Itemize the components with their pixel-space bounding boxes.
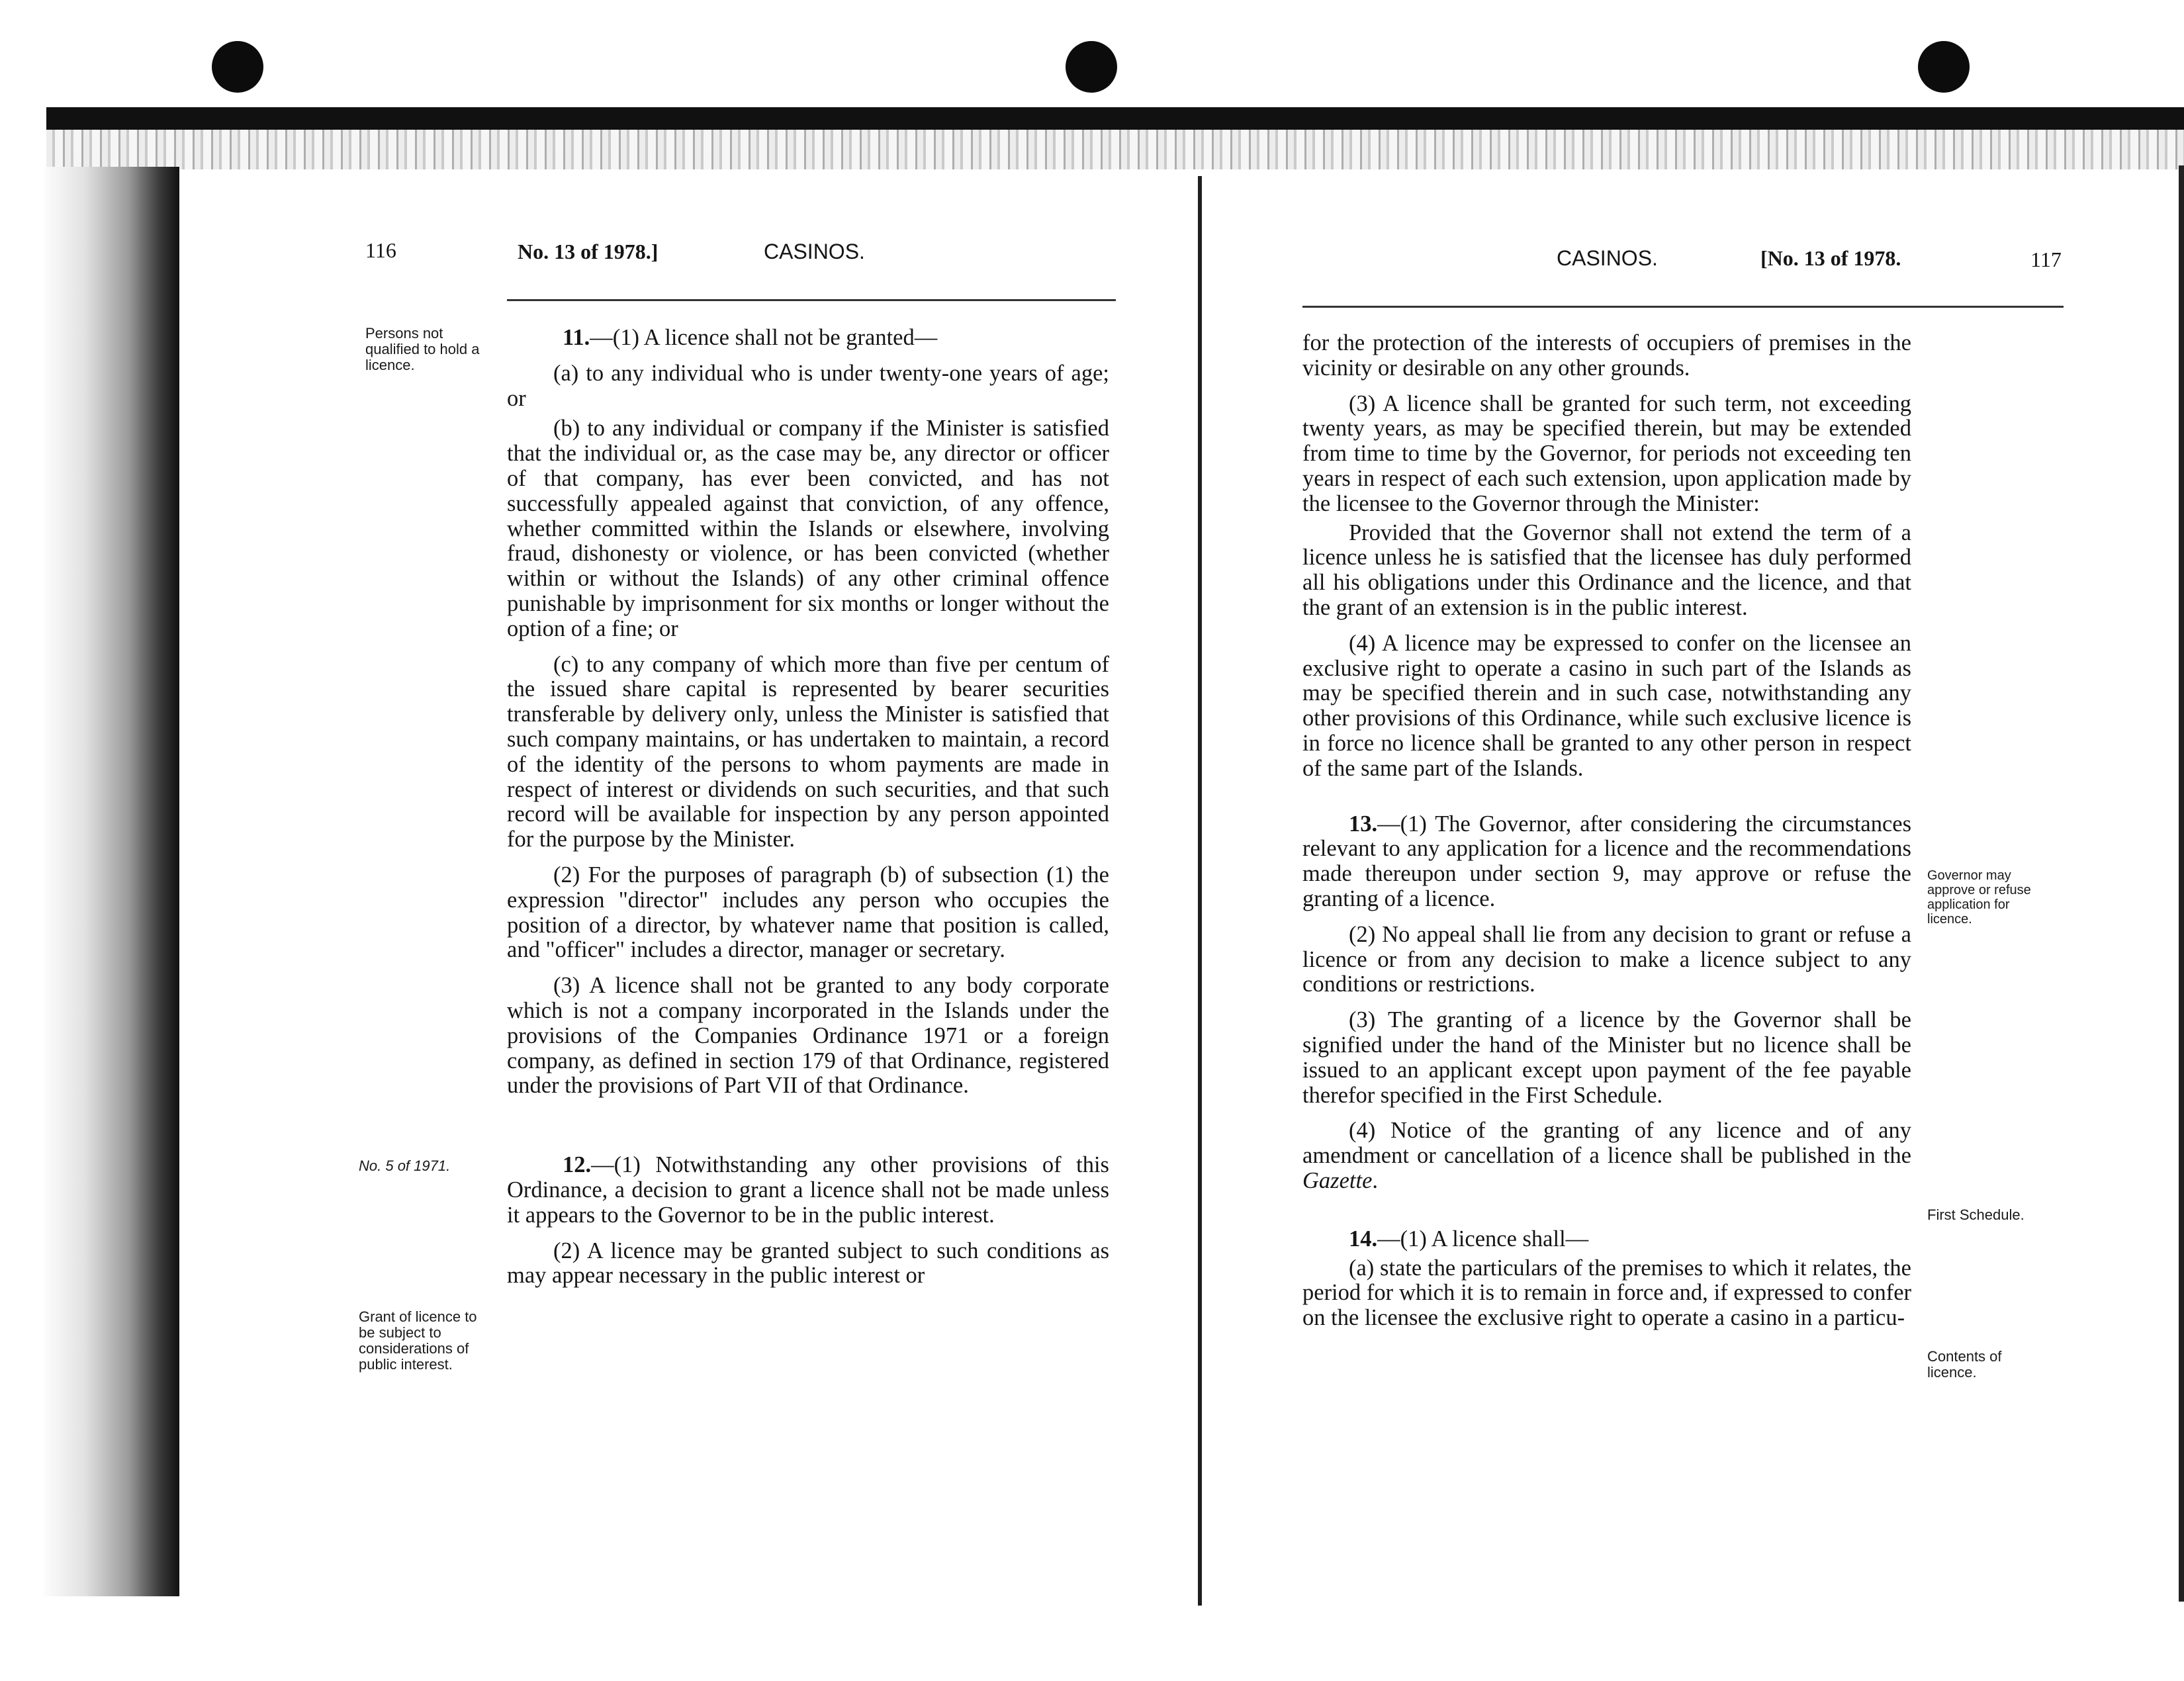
margin-note-no-5-of-1971: No. 5 of 1971. bbox=[359, 1158, 451, 1174]
section-11-a: (a) to any individual who is under twenty-one years of age; or bbox=[507, 360, 1109, 411]
section-11-b: (b) to any individual or company if the Minister is satisfied that the individual or, as the case may be, any director or officer of that company, has ever been convicted, and has not successfully appealed against that conviction, of any offence, whether committed within the Islands or elsewhere, involving fraud, dishonesty or violence, or has been convicted (whether within or without the Islands) of any other criminal offence punishable by imprisonment for six months or longer without the option of a fine; or bbox=[507, 416, 1109, 641]
margin-note-governor-may-approve: Governor may approve or refuse application for licence. bbox=[1927, 868, 2031, 927]
section-14-1 bbox=[1302, 1227, 1911, 1252]
scan-right-edge bbox=[2179, 165, 2184, 1602]
right-header-title: CASINOS. bbox=[1557, 246, 1658, 270]
continued-text: for the protection of the interests of occupiers of premises in the vicinity or desirable on any other grounds. bbox=[1302, 330, 1911, 381]
section-14-1-text: —(1) A licence shall— bbox=[1377, 1226, 1589, 1251]
punch-hole-center bbox=[1066, 41, 1117, 93]
right-header-number bbox=[1760, 246, 1901, 270]
margin-note-first-schedule: First Schedule. bbox=[1927, 1206, 2025, 1223]
left-header-rule bbox=[507, 299, 1116, 301]
section-13-1 bbox=[1302, 812, 1911, 912]
scan-top-edge bbox=[46, 107, 2184, 130]
right-header-rule bbox=[1302, 306, 2064, 308]
left-header-number bbox=[518, 240, 658, 263]
section-13-number: 13. bbox=[1349, 811, 1378, 837]
section-13-4-end: . bbox=[1372, 1167, 1379, 1193]
section-11-3: (3) A licence shall not be granted to any body corporate which is not a company incorporated in the Islands under the provisions of the Companies Ordinance 1971 or a foreign company, as defined in section 179 of that Ordinance, registered under the provisions of Part VII of that Ordinance. bbox=[507, 973, 1109, 1099]
punch-hole-left bbox=[212, 41, 263, 93]
punch-hole-right bbox=[1918, 41, 1970, 93]
section-12-proviso: Provided that the Governor shall not extend the term of a licence unless he is satisfied that the licensee has duly performed all his obligations under this Ordinance and the licence, and that the grant of an extension is in the public interest. bbox=[1302, 520, 1911, 620]
section-12-1-text: —(1) Notwithstanding any other provisions of this Ordinance, a decision to grant a licence shall not be made unless it appears to the Governor to be in the public interest. bbox=[507, 1152, 1109, 1228]
section-11-c: (c) to any company of which more than five per centum of the issued share capital is represented by bearer securities transferable by delivery only, unless the Minister is satisfied that such company maintains, or has undertaken to maintain, a record of the identity of the persons to whom payments are made in respect of interest or dividends on such securities, and that such record will be available for inspection by any person appointed for the purpose by the Minister. bbox=[507, 651, 1109, 852]
right-header-number-text: [No. 13 of 1978. bbox=[1760, 246, 1901, 270]
book-spine bbox=[1198, 176, 1202, 1606]
section-14-number: 14. bbox=[1349, 1226, 1378, 1251]
section-13-2: (2) No appeal shall lie from any decision to grant or refuse a licence or from any decision to make a licence subject to any conditions or restrictions. bbox=[1302, 921, 1911, 997]
section-12-2: (2) A licence may be granted subject to such conditions as may appear necessary in the public interest or bbox=[507, 1238, 1109, 1289]
margin-note-contents-of-licence: Contents of licence. bbox=[1927, 1348, 2002, 1381]
margin-note-persons-not-qualified: Persons not qualified to hold a licence. bbox=[365, 325, 480, 373]
section-11-number: 11. bbox=[563, 325, 590, 350]
left-page-number: 116 bbox=[365, 238, 396, 262]
gazette-word: Gazette bbox=[1302, 1167, 1373, 1193]
right-page-body bbox=[1302, 331, 1911, 1341]
section-13-3: (3) The granting of a licence by the Governor shall be signified under the hand of the Minister but no licence shall be issued to an applicant except upon payment of the fee payable therefor specified in the First Schedule. bbox=[1302, 1007, 1911, 1108]
left-header-title: CASINOS. bbox=[764, 240, 865, 263]
section-12-4: (4) A licence may be expressed to confer on the licensee an exclusive right to operate a casino in such part of the Islands as may be specified therein and in such case, notwithstanding any other provisions of this Ordinance, while such exclusive licence is in force no licence shall be granted to any other person in respect of the same part of the Islands. bbox=[1302, 630, 1911, 781]
section-13-4 bbox=[1302, 1118, 1911, 1193]
section-13-4-text: (4) Notice of the granting of any licence and of any amendment or cancellation of a licence shall be published in the bbox=[1302, 1118, 1911, 1169]
left-page-body bbox=[507, 326, 1109, 1299]
margin-note-grant-public-interest: Grant of licence to be subject to considerations of public interest. bbox=[359, 1308, 477, 1373]
section-11-2: (2) For the purposes of paragraph (b) of subsection (1) the expression "director" includes any person who occupies the position of a director, by whatever name that position is called, and "officer" includes a director, manager or secretary. bbox=[507, 862, 1109, 963]
section-12-1 bbox=[507, 1153, 1109, 1228]
section-12-number: 12. bbox=[563, 1152, 592, 1178]
right-page-number: 117 bbox=[2030, 248, 2062, 271]
section-12-3: (3) A licence shall be granted for such term, not exceeding twenty years, as may be specified therein, but may be extended from time to time by the Governor, for periods not exceeding ten years in respect of each such extension, upon application made by the licensee to the Governor through the Minister: bbox=[1302, 390, 1911, 516]
scan-left-shadow bbox=[44, 167, 179, 1596]
section-13-1-text: —(1) The Governor, after considering the circumstances relevant to any application for a licence and the recommendations made thereupon under section 9, may approve or refuse the granting of a licence. bbox=[1302, 811, 1911, 911]
section-11-intro: —(1) A licence shall not be granted— bbox=[590, 325, 938, 350]
section-11-1 bbox=[507, 326, 1109, 351]
left-header-number-text: No. 13 of 1978.] bbox=[518, 240, 659, 263]
scan-top-noise bbox=[46, 130, 2184, 169]
section-14-a: (a) state the particulars of the premises to which it relates, the period for which it is to remain in force and, if expressed to confer on the licensee the exclusive right to operate a casino in a particu- bbox=[1302, 1255, 1911, 1331]
